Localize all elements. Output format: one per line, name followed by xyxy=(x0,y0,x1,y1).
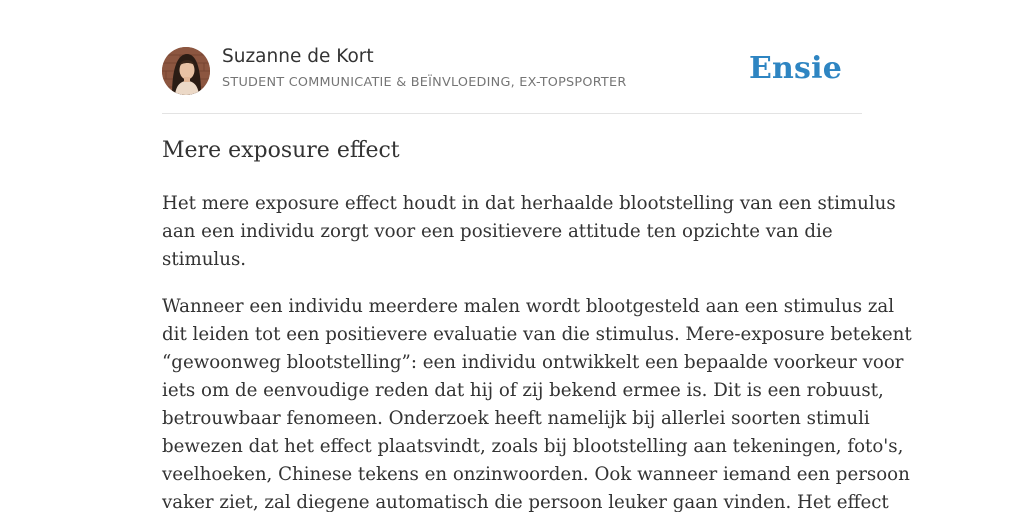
author-avatar[interactable] xyxy=(162,47,210,95)
paragraph-2 xyxy=(162,293,912,512)
text-line: “gewoonweg blootstelling”: een individu ontwikkelt een bepaalde voorkeur voor xyxy=(162,352,904,373)
author-name[interactable]: Suzanne de Kort xyxy=(222,46,374,67)
author-bio: STUDENT COMMUNICATIE & BEÏNVLOEDING, EX-TOPSPORTER xyxy=(222,75,627,90)
avatar-photo xyxy=(162,47,210,95)
article-title: Mere exposure effect xyxy=(162,138,400,163)
paragraph-1 xyxy=(162,190,896,274)
header-divider xyxy=(162,113,862,114)
article-body xyxy=(162,190,912,512)
text-line: Het mere exposure effect houdt in dat herhaalde blootstelling van een stimulus xyxy=(162,193,896,214)
text-line: vaker ziet, zal diegene automatisch die persoon leuker gaan vinden. Het effect xyxy=(162,492,889,512)
text-line: veelhoeken, Chinese tekens en onzinwoorden. Ook wanneer iemand een persoon xyxy=(162,464,910,485)
text-line: iets om de eenvoudige reden dat hij of zij bekend ermee is. Dit is een robuust, xyxy=(162,380,884,401)
text-line: Wanneer een individu meerdere malen wordt blootgesteld aan een stimulus zal xyxy=(162,296,895,317)
ensie-logo[interactable]: Ensie xyxy=(748,51,842,86)
text-line: stimulus. xyxy=(162,249,247,270)
text-line: betrouwbaar fenomeen. Onderzoek heeft namelijk bij allerlei soorten stimuli xyxy=(162,408,870,429)
text-line: dit leiden tot een positievere evaluatie van die stimulus. Mere-exposure betekent xyxy=(162,324,912,345)
text-line: aan een individu zorgt voor een positievere attitude ten opzichte van die xyxy=(162,221,833,242)
text-line: bewezen dat het effect plaatsvindt, zoals bij blootstelling aan tekeningen, foto's, xyxy=(162,436,904,457)
article-header xyxy=(162,46,862,96)
